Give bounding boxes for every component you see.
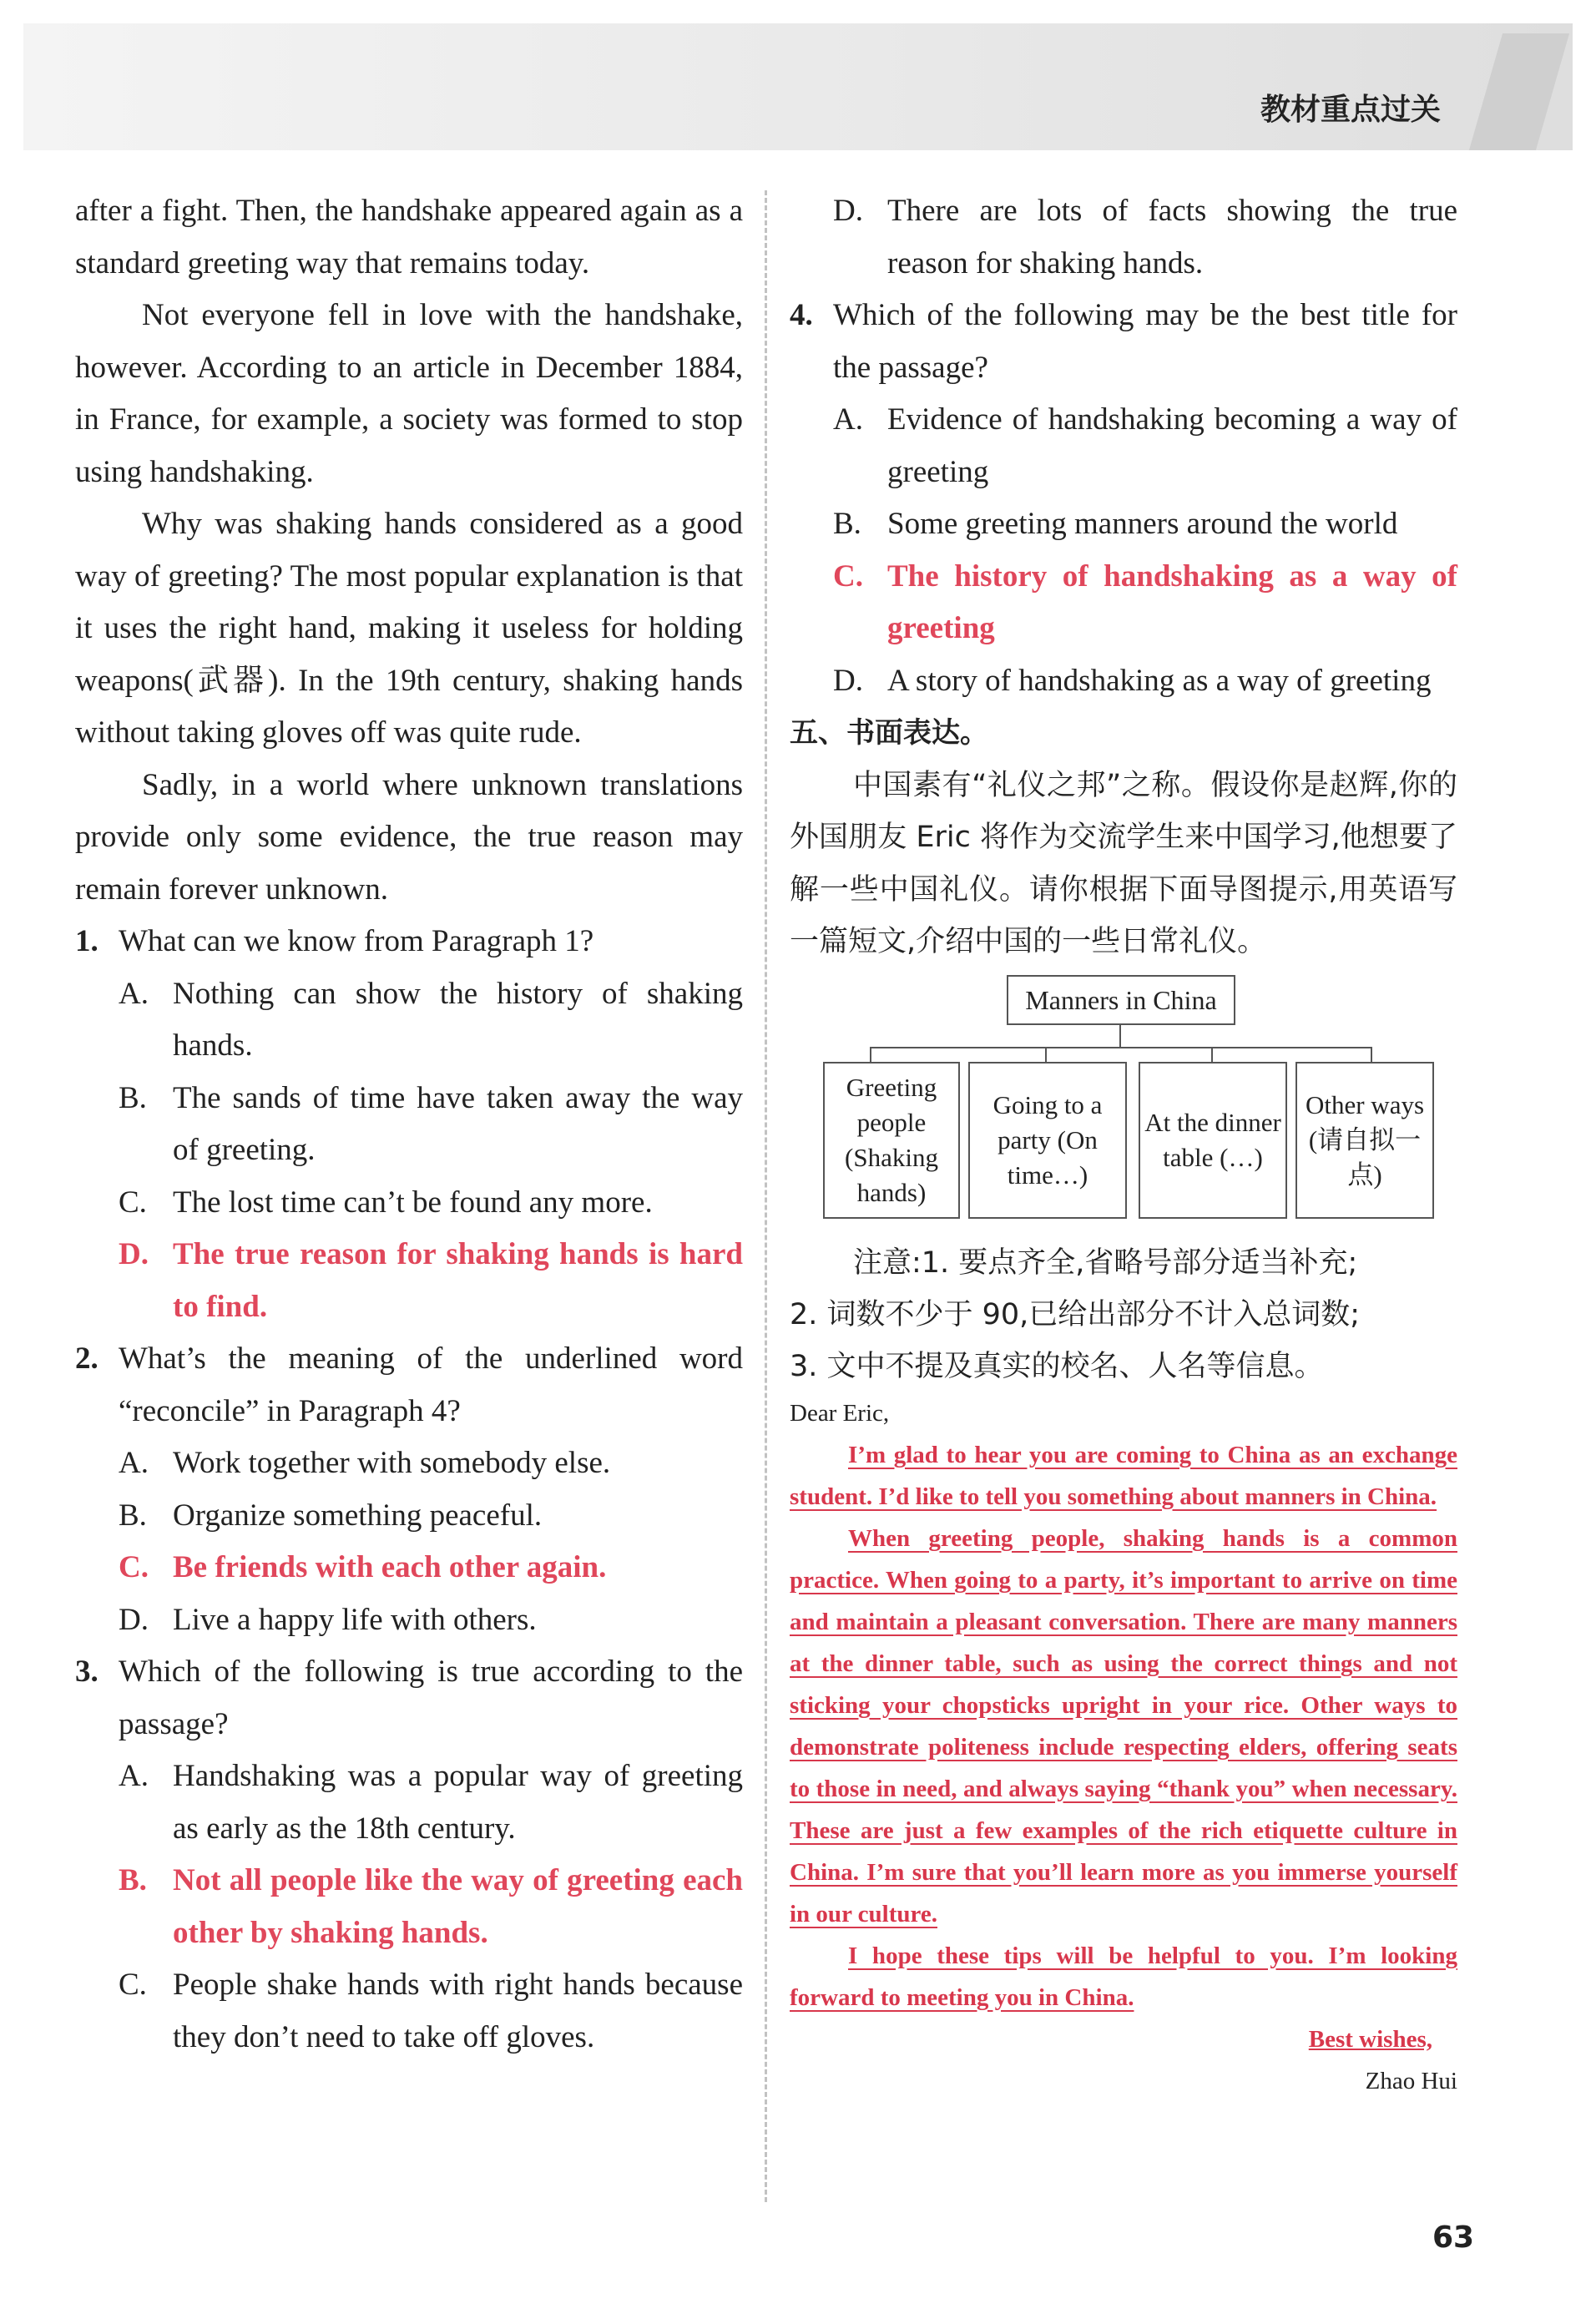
option-b-answer [119,1855,743,1959]
writing-notes [790,1237,1457,1392]
question-number: 1. [75,924,98,958]
option-text: The history of handshaking as a way of greeting [887,558,1457,645]
question-text: Which of the following may be the best title for the passage? [833,298,1457,385]
question-3 [75,1646,743,1751]
question-number: 2. [75,1341,98,1376]
question-text: What’s the meaning of the underlined word “reconcile” in Paragraph 4? [119,1341,743,1428]
option-text: Live a happy life with others. [173,1602,537,1637]
letter-paragraph: I hope these tips will be helpful to you. I’m looking forward to meeting you in China. [790,1942,1457,2011]
question-text: Which of the following is true according to the passage? [119,1655,743,1741]
note-line: 3. 文中不提及真实的校名、人名等信息。 [790,1349,1324,1383]
option-text: The true reason for shaking hands is hard to find. [173,1237,743,1324]
connector [870,1047,871,1062]
section-heading: 五、书面表达。 [790,716,988,750]
option-c-answer [833,551,1457,655]
option-c [119,1959,743,2064]
option-text: People shake hands with right hands because they don’t need to take off gloves. [173,1968,743,2054]
option-text: Work together with somebody else. [173,1446,611,1480]
option-letter: A. [119,1759,149,1793]
column-divider [765,190,767,2202]
passage-paragraph: Not everyone fell in love with the handshake, however. According to an article in December 1884, in France, for example, a society was formed to stop using handshaking. [75,298,743,489]
mind-map-branch: Greeting people (Shaking hands) [823,1062,960,1219]
option-a [119,968,743,1073]
letter-closing: Best wishes, [1308,2025,1432,2053]
option-letter: C. [119,1550,149,1584]
option-d-answer [119,1229,743,1333]
passage-paragraph: Why was shaking hands considered as a good way of greeting? The most popular explanation is that it uses the right hand, making it useless for holding weapons(武器). In the 19th century, shaking hands without taking gloves off was quite rude. [75,507,743,750]
page-number: 63 [1432,2220,1475,2255]
mind-map-root: Manners in China [1007,975,1235,1025]
passage-paragraph: Sadly, in a world where unknown translations provide only some evidence, the true reason may remain forever unknown. [75,767,743,907]
option-text: Evidence of handshaking becoming a way of greeting [887,402,1457,489]
option-a [833,394,1457,498]
option-letter: D. [833,663,863,698]
option-d [833,655,1457,708]
question-number: 4. [790,298,813,332]
letter-body [790,1434,1457,2018]
connector [1371,1047,1372,1062]
option-a [119,1751,743,1855]
option-text: The lost time can’t be found any more. [173,1185,653,1220]
question-2 [75,1333,743,1437]
option-text: Some greeting manners around the world [887,507,1398,541]
question-1 [75,916,743,968]
mind-map-branch: Going to a party (On time…) [968,1062,1127,1219]
letter-salutation: Dear Eric, [790,1399,890,1427]
option-letter: B. [119,1863,147,1897]
section-tag: 教材重点过关 [1260,93,1442,127]
option-d [833,185,1457,290]
option-c [119,1177,743,1230]
option-b [119,1073,743,1177]
letter-signature: Zhao Hui [1365,2067,1457,2094]
question-4 [790,290,1457,394]
mind-map-branch: Other ways (请自拟一点) [1295,1062,1434,1219]
option-text: There are lots of facts showing the true reason for shaking hands. [887,194,1457,280]
option-letter: D. [119,1602,149,1637]
connector [1211,1047,1213,1062]
option-letter: B. [119,1498,147,1533]
option-text: A story of handshaking as a way of greeting [887,663,1432,698]
option-letter: A. [119,976,149,1011]
mind-map [790,975,1457,1234]
option-text: The sands of time have taken away the way of greeting. [173,1080,743,1167]
option-text: Handshaking was a popular way of greeting as early as the 18th century. [173,1759,743,1846]
letter-paragraph: When greeting people, shaking hands is a common practice. When going to a party, it’s important to arrive on time and maintain a pleasant conversation. There are many manners at the dinner table, such as using the correct things and not sticking your chopsticks upright in your rice. Other ways to demonstrate politeness include respecting elders, offering seats to those in need, and always saying “thank you” when necessary. These are just a few examples of the rich etiquette culture in China. I’m sure that you’ll learn more as you immerse yourself in our culture. [790,1524,1457,1927]
mind-map-branch: At the dinner table (…) [1139,1062,1287,1219]
option-letter: B. [833,507,861,541]
right-column [790,185,1457,2102]
option-letter: B. [119,1080,147,1115]
note-line: 注意:1. 要点齐全,省略号部分适当补充; [853,1245,1358,1280]
option-letter: C. [119,1968,147,2002]
sample-letter [790,1392,1457,2102]
option-d [119,1594,743,1647]
option-letter: D. [833,194,863,228]
left-column [75,185,743,2064]
option-text: Be friends with each other again. [173,1550,607,1584]
option-text: Organize something peaceful. [173,1498,543,1533]
option-b [833,498,1457,551]
connector [870,1047,1371,1048]
option-c-answer [119,1542,743,1594]
option-letter: D. [119,1237,149,1271]
connector [1045,1047,1047,1062]
question-text: What can we know from Paragraph 1? [119,924,594,958]
writing-prompt: 中国素有“礼仪之邦”之称。假设你是赵辉,你的外国朋友 Eric 将作为交流学生来中国学习,他想要了解一些中国礼仪。请你根据下面导图提示,用英语写一篇短文,介绍中国的一些日常礼仪。 [790,768,1457,958]
note-line: 2. 词数不少于 90,已给出部分不计入总词数; [790,1297,1361,1331]
question-number: 3. [75,1655,98,1689]
option-text: Nothing can show the history of shaking hands. [173,976,743,1063]
option-text: Not all people like the way of greeting each other by shaking hands. [173,1863,743,1950]
option-letter: A. [833,402,863,437]
option-a [119,1437,743,1490]
option-letter: A. [119,1446,149,1480]
passage-paragraph: after a fight. Then, the handshake appeared again as a standard greeting way that remains today. [75,194,743,280]
option-letter: C. [833,558,863,594]
option-letter: C. [119,1185,147,1220]
option-b [119,1490,743,1543]
connector [1119,1023,1121,1047]
letter-paragraph: I’m glad to hear you are coming to China as an exchange student. I’d like to tell you something about manners in China. [790,1441,1457,1510]
